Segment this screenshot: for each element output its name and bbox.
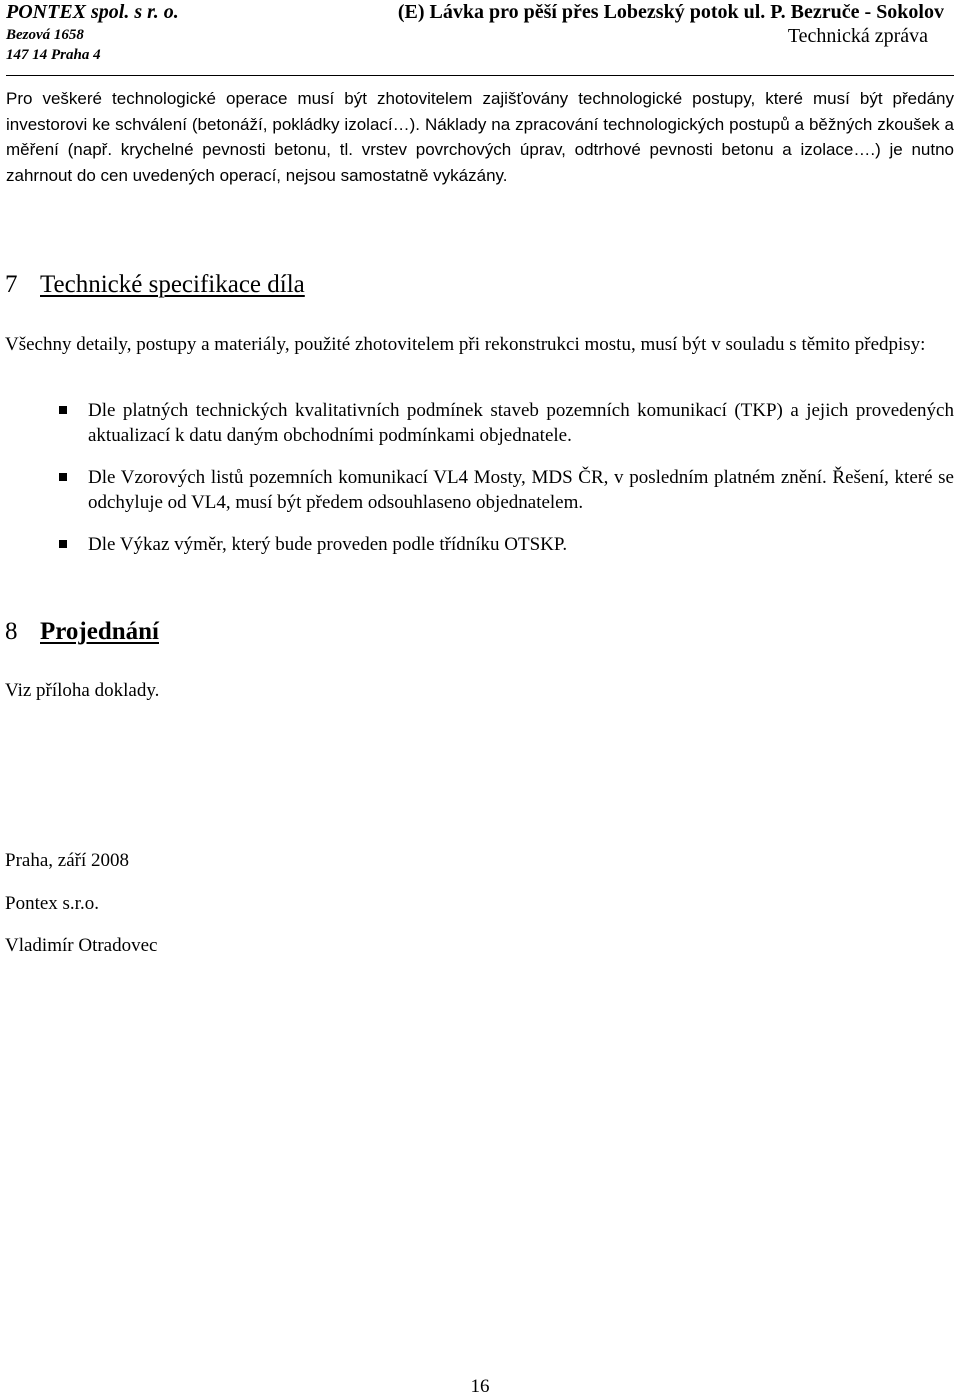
header-divider — [6, 75, 954, 76]
page-header — [6, 0, 954, 76]
list-item — [0, 398, 954, 448]
list-item — [0, 532, 954, 557]
section-7-title: Technické specifikace díla — [40, 271, 305, 298]
list-item-text: Dle Výkaz výměr, který bude proveden podle třídníku OTSKP. — [88, 534, 568, 555]
company-name: PONTEX spol. s r. o. — [6, 1, 179, 23]
document-subtitle: Technická zpráva — [787, 25, 928, 47]
section-7-heading — [5, 271, 305, 299]
list-item-text: Dle Vzorových listů pozemních komunikací VL4 Mosty, MDS ČR, v posledním platném znění. Řešení, které se odchyluje od VL4, musí být předem odsouhlaseno objednatelem. — [88, 467, 954, 513]
section-8-text: Viz příloha doklady. — [5, 680, 160, 701]
section-8-number: 8 — [5, 618, 18, 645]
specification-list — [0, 398, 954, 574]
company-street: Bezová 1658 — [6, 27, 84, 43]
signature-firm: Pontex s.r.o. — [5, 893, 99, 914]
section-7-number: 7 — [5, 271, 18, 298]
section-8-heading — [5, 618, 159, 646]
page-number: 16 — [470, 1376, 490, 1397]
square-bullet-icon — [59, 540, 67, 548]
company-city: 147 14 Praha 4 — [6, 47, 101, 63]
section-8-title: Projednání — [40, 618, 159, 645]
square-bullet-icon — [59, 406, 67, 414]
document-title: (E) Lávka pro pěší přes Lobezský potok ul. P. Bezruče - Sokolov — [397, 1, 944, 23]
section-7-intro: Všechny detaily, postupy a materiály, použité zhotovitelem při rekonstrukci mostu, musí být v souladu s těmito předpisy: — [5, 334, 926, 355]
square-bullet-icon — [59, 473, 67, 481]
signature-author: Vladimír Otradovec — [5, 935, 158, 956]
list-item — [0, 465, 954, 515]
intro-paragraph: Pro veškeré technologické operace musí být zhotovitelem zajišťovány technologické postupy, které musí být předány investorovi ke schválení (betonáží, pokládky izolací…). Náklady na zpracování technologických postupů a běžných zkoušek a měření (např. krychelné pevnosti betonu, tl. vrstev povrchových úprav, odtrhové pevnosti betonu a izolace….) je nutno zahrnout do cen uvedených operací, nejsou samostatně vykázány. — [6, 89, 954, 185]
list-item-text: Dle platných technických kvalitativních podmínek staveb pozemních komunikací (TKP) a jejich provedených aktualizací k datu daným obchodními podmínkami objednatele. — [88, 400, 954, 446]
place-date: Praha, září 2008 — [5, 850, 129, 871]
